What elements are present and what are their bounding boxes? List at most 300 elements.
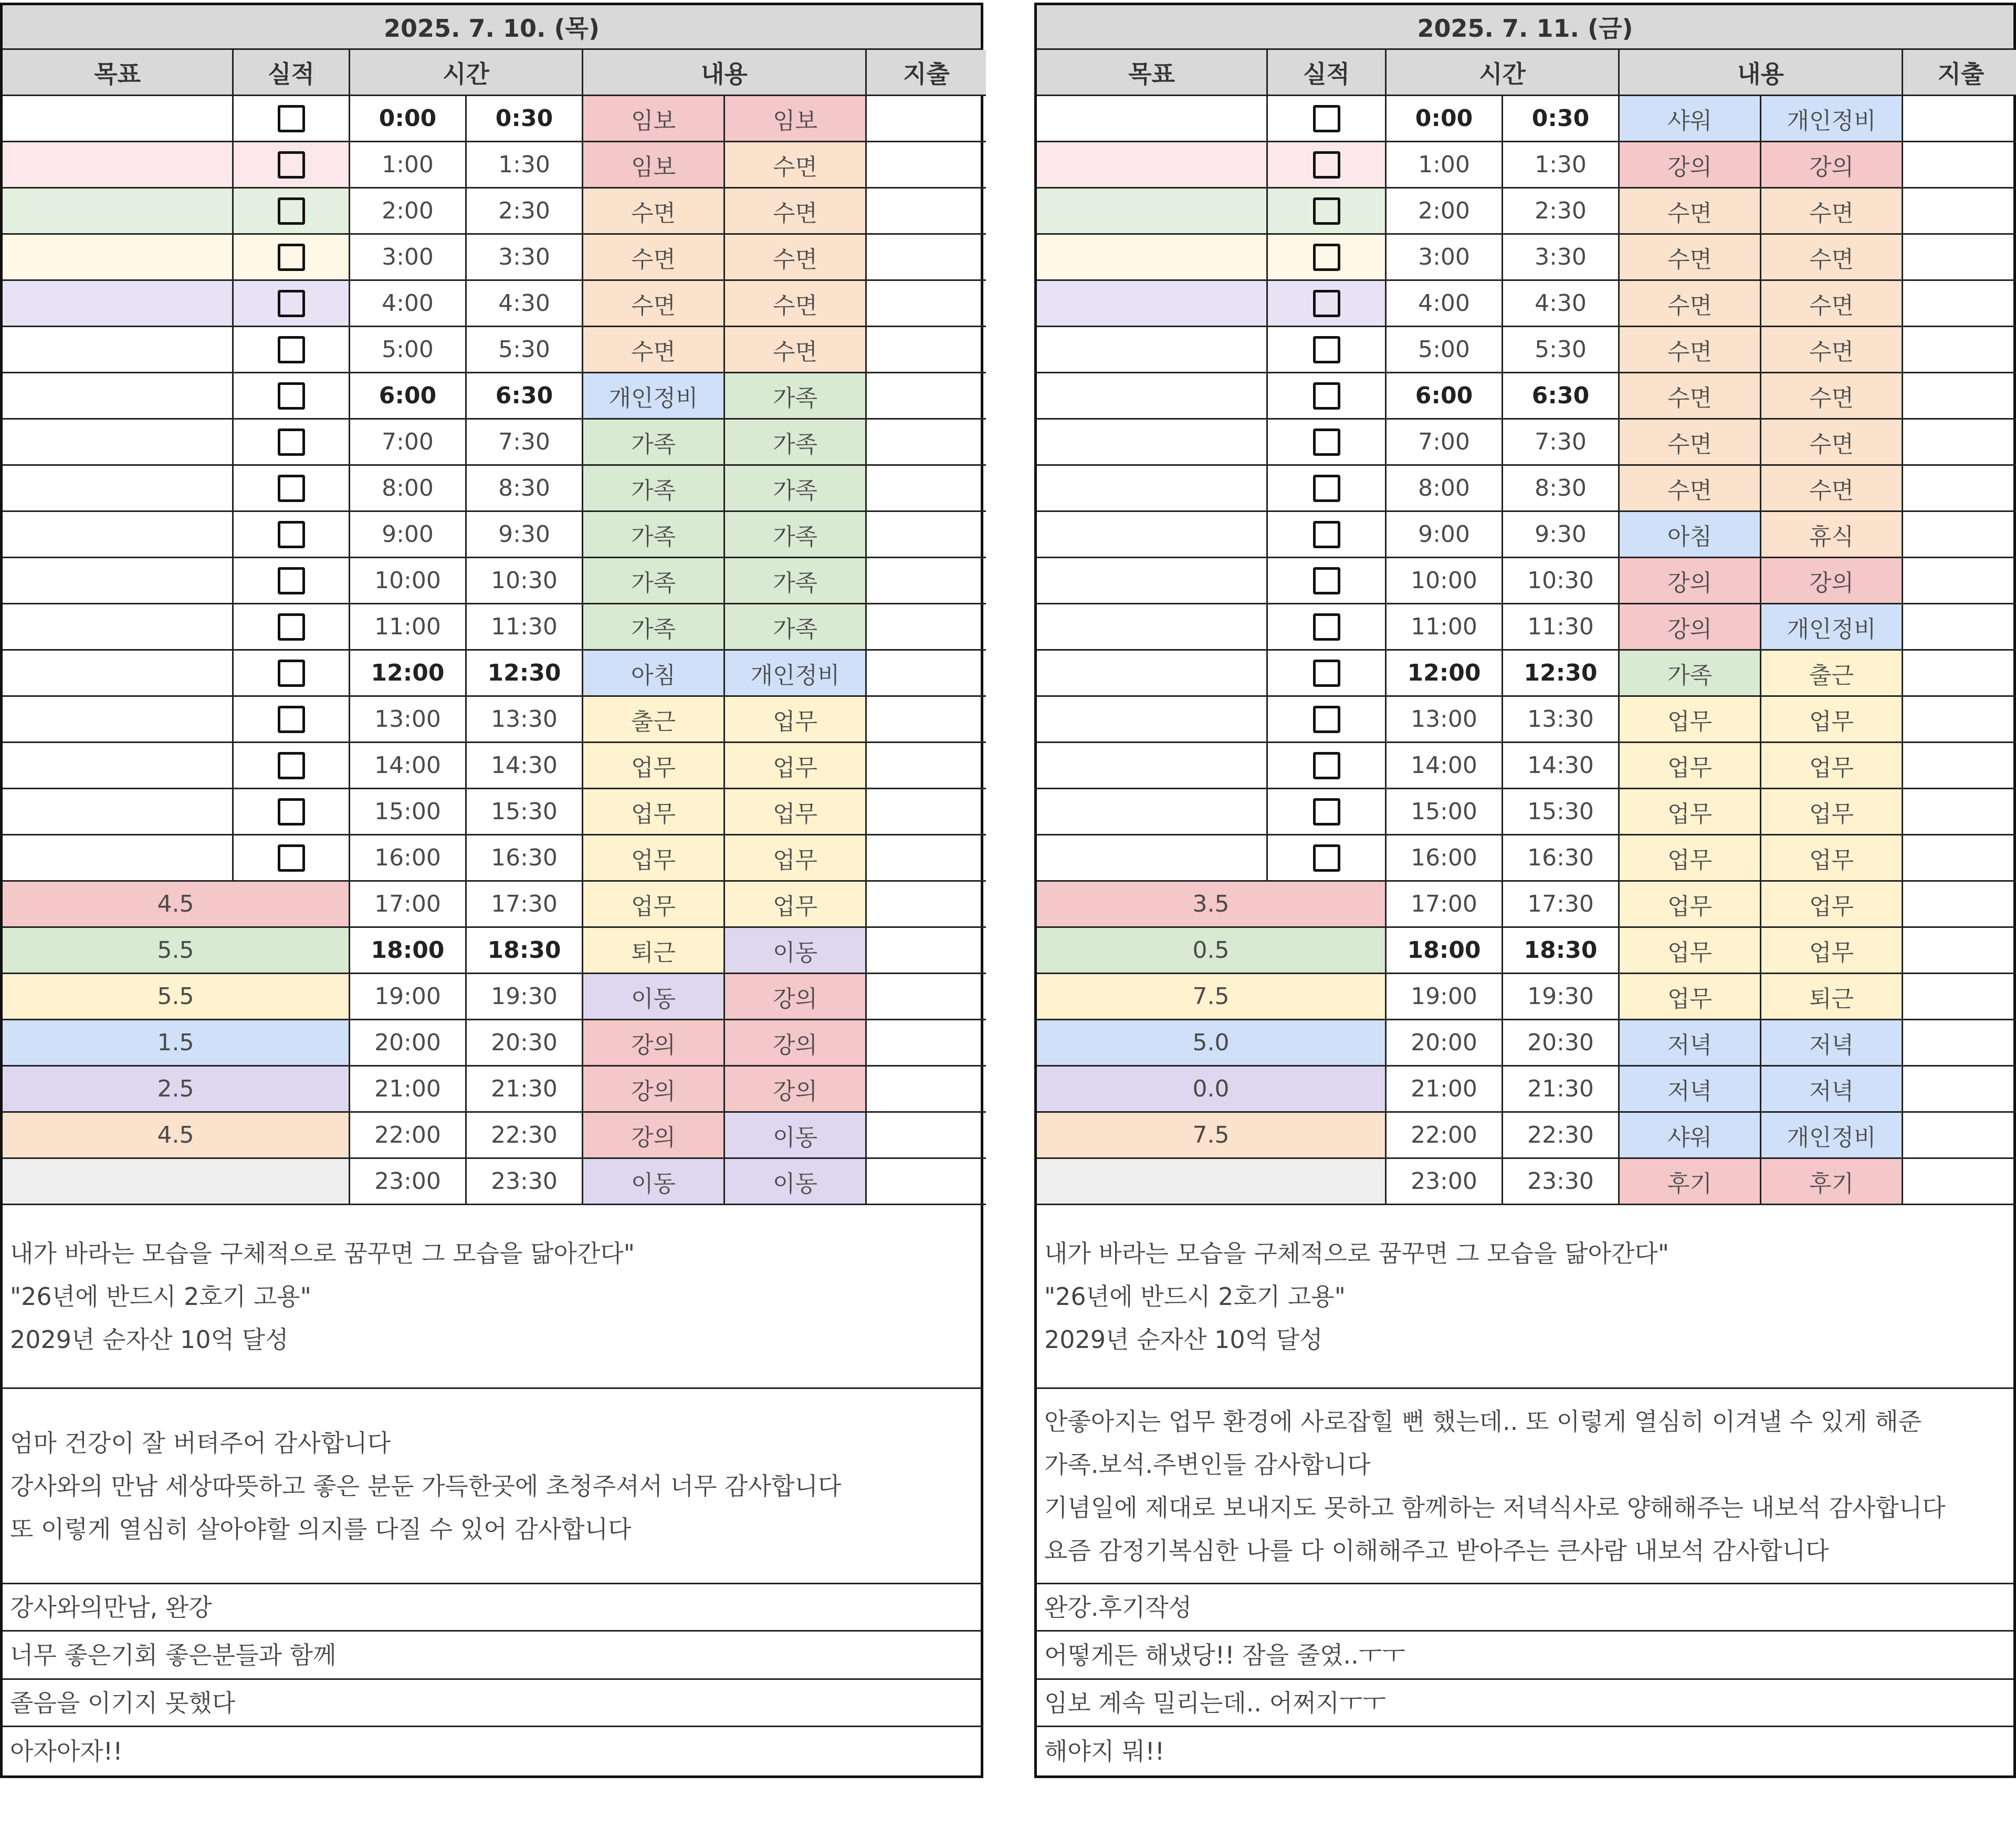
activity-first-half[interactable]: 아침 [1620, 512, 1761, 558]
spend-cell[interactable] [1903, 604, 2016, 651]
checkbox[interactable] [278, 197, 305, 225]
spend-cell[interactable] [867, 974, 986, 1020]
note-block[interactable] [1037, 1632, 2013, 1680]
checkbox[interactable] [278, 567, 305, 594]
spend-cell[interactable] [1903, 466, 2016, 512]
spend-cell[interactable] [1903, 789, 2016, 835]
activity-first-half[interactable]: 업무 [583, 835, 725, 882]
note-block[interactable] [1037, 1680, 2013, 1727]
spend-header: 지출 [867, 50, 986, 96]
activity-second-half[interactable]: 강의 [725, 1020, 867, 1067]
actual-cell [1268, 697, 1387, 743]
category-total [3, 1159, 350, 1205]
goal-cell[interactable] [3, 697, 234, 743]
spend-cell[interactable] [867, 1159, 986, 1205]
spend-cell[interactable] [1903, 189, 2016, 235]
activity-first-half[interactable]: 아침 [583, 651, 725, 697]
activity-first-half[interactable]: 수면 [1620, 327, 1761, 373]
activity-second-half[interactable]: 업무 [1761, 928, 1903, 974]
spend-cell[interactable] [1903, 1159, 2016, 1205]
spend-cell[interactable] [867, 466, 986, 512]
activity-first-half[interactable]: 업무 [583, 882, 725, 928]
checkbox[interactable] [278, 290, 305, 317]
goal-cell[interactable] [1037, 235, 1268, 281]
checkbox[interactable] [1313, 290, 1340, 317]
spend-cell[interactable] [1903, 327, 2016, 373]
activity-first-half[interactable]: 강의 [583, 1113, 725, 1159]
activity-first-half[interactable]: 저녁 [1620, 1020, 1761, 1067]
activity-first-half[interactable]: 수면 [583, 281, 725, 327]
spend-cell[interactable] [867, 604, 986, 651]
note-line: 또 이렇게 열심히 살아야할 의지를 다질 수 있어 감사합니다 [10, 1514, 632, 1543]
checkbox[interactable] [278, 336, 305, 363]
time-start: 12:00 [350, 651, 467, 697]
checkbox[interactable] [278, 244, 305, 271]
checkbox[interactable] [1313, 798, 1340, 826]
goal-cell[interactable] [1037, 835, 1268, 882]
spend-cell[interactable] [1903, 558, 2016, 604]
activity-first-half[interactable]: 수면 [1620, 466, 1761, 512]
spend-cell[interactable] [867, 373, 986, 420]
time-start: 9:00 [1387, 512, 1503, 558]
spend-cell[interactable] [867, 882, 986, 928]
actual-cell [234, 789, 350, 835]
spend-cell[interactable] [867, 697, 986, 743]
activity-first-half[interactable]: 가족 [583, 604, 725, 651]
checkbox[interactable] [278, 706, 305, 733]
spend-cell[interactable] [867, 651, 986, 697]
spend-cell[interactable] [867, 512, 986, 558]
category-total: 7.5 [1037, 974, 1387, 1020]
actual-cell [1268, 142, 1387, 189]
category-total: 1.5 [3, 1020, 350, 1067]
activity-second-half[interactable]: 업무 [1761, 697, 1903, 743]
activity-second-half[interactable]: 개인정비 [1761, 96, 1903, 142]
activity-first-half[interactable]: 수면 [1620, 420, 1761, 466]
goal-cell[interactable] [3, 281, 234, 327]
spend-cell[interactable] [1903, 1067, 2016, 1113]
time-half: 6:30 [467, 373, 583, 420]
activity-first-half[interactable]: 가족 [583, 512, 725, 558]
activity-first-half[interactable]: 수면 [583, 189, 725, 235]
checkbox[interactable] [1313, 429, 1340, 456]
time-start: 19:00 [1387, 974, 1503, 1020]
spend-cell[interactable] [1903, 1113, 2016, 1159]
goal-cell[interactable] [1037, 281, 1268, 327]
activity-first-half[interactable]: 가족 [583, 420, 725, 466]
activity-second-half[interactable]: 수면 [725, 281, 867, 327]
time-half: 5:30 [467, 327, 583, 373]
checkbox[interactable] [278, 382, 305, 410]
goal-cell[interactable] [1037, 743, 1268, 789]
spend-cell[interactable] [867, 789, 986, 835]
time-half: 20:30 [467, 1020, 583, 1067]
spend-cell[interactable] [1903, 235, 2016, 281]
activity-first-half[interactable]: 업무 [1620, 974, 1761, 1020]
activity-first-half[interactable]: 가족 [1620, 651, 1761, 697]
activity-first-half[interactable]: 강의 [583, 1020, 725, 1067]
spend-cell[interactable] [1903, 1020, 2016, 1067]
goal-cell[interactable] [3, 789, 234, 835]
activity-first-half[interactable]: 저녁 [1620, 1067, 1761, 1113]
goal-cell[interactable] [3, 604, 234, 651]
time-half: 0:30 [467, 96, 583, 142]
time-start: 23:00 [350, 1159, 467, 1205]
note-line: 졸음을 이기지 못했다 [10, 1688, 236, 1717]
goal-header: 목표 [3, 50, 234, 96]
spend-cell[interactable] [1903, 743, 2016, 789]
goal-cell[interactable] [1037, 373, 1268, 420]
time-half: 22:30 [467, 1113, 583, 1159]
checkbox[interactable] [278, 475, 305, 502]
goal-cell[interactable] [1037, 697, 1268, 743]
goal-cell[interactable] [3, 512, 234, 558]
activity-first-half[interactable]: 가족 [583, 558, 725, 604]
activity-second-half[interactable]: 수면 [1761, 235, 1903, 281]
time-half: 3:30 [1503, 235, 1620, 281]
spend-cell[interactable] [867, 235, 986, 281]
activity-second-half[interactable]: 업무 [1761, 882, 1903, 928]
time-start: 1:00 [350, 142, 467, 189]
actual-cell [234, 835, 350, 882]
activity-second-half[interactable]: 수면 [1761, 281, 1903, 327]
goal-cell[interactable] [1037, 651, 1268, 697]
time-header: 시간 [1387, 50, 1620, 96]
actual-header: 실적 [234, 50, 350, 96]
activity-second-half[interactable]: 저녁 [1761, 1067, 1903, 1113]
goal-cell[interactable] [1037, 558, 1268, 604]
goal-cell[interactable] [3, 558, 234, 604]
time-start: 13:00 [350, 697, 467, 743]
activity-second-half[interactable]: 업무 [725, 743, 867, 789]
note-block[interactable] [3, 1584, 981, 1632]
checkbox[interactable] [278, 752, 305, 779]
activity-second-half[interactable]: 이동 [725, 1159, 867, 1205]
activity-second-half[interactable]: 강의 [725, 974, 867, 1020]
checkbox[interactable] [278, 429, 305, 456]
activity-first-half[interactable]: 강의 [583, 1067, 725, 1113]
spend-cell[interactable] [867, 1020, 986, 1067]
checkbox[interactable] [1313, 613, 1340, 641]
activity-first-half[interactable]: 수면 [1620, 235, 1761, 281]
time-start: 3:00 [1387, 235, 1503, 281]
spend-cell[interactable] [1903, 974, 2016, 1020]
activity-first-half[interactable]: 수면 [1620, 189, 1761, 235]
time-half: 8:30 [1503, 466, 1620, 512]
activity-first-half[interactable]: 강의 [1620, 558, 1761, 604]
note-line: 안좋아지는 업무 환경에 사로잡힐 뻔 했는데.. 또 이렇게 열심히 이겨낼 수 있게 해준 [1044, 1407, 1922, 1436]
note-block[interactable] [1037, 1389, 2013, 1584]
time-start: 16:00 [1387, 835, 1503, 882]
activity-second-half[interactable]: 퇴근 [1761, 974, 1903, 1020]
time-start: 22:00 [1387, 1113, 1503, 1159]
spend-cell[interactable] [867, 420, 986, 466]
activity-second-half[interactable]: 수면 [1761, 466, 1903, 512]
spend-cell[interactable] [867, 281, 986, 327]
activity-second-half[interactable]: 개인정비 [1761, 1113, 1903, 1159]
activity-second-half[interactable]: 강의 [1761, 558, 1903, 604]
note-line: 해야지 뭐!! [1044, 1737, 1165, 1765]
spend-cell[interactable] [1903, 651, 2016, 697]
time-start: 5:00 [350, 327, 467, 373]
spend-cell[interactable] [1903, 420, 2016, 466]
time-start: 7:00 [1387, 420, 1503, 466]
note-block[interactable] [3, 1632, 981, 1680]
checkbox[interactable] [1313, 844, 1340, 872]
activity-first-half[interactable]: 출근 [583, 697, 725, 743]
activity-second-half[interactable]: 임보 [725, 96, 867, 142]
goal-cell[interactable] [3, 835, 234, 882]
actual-cell [234, 558, 350, 604]
activity-second-half[interactable]: 수면 [1761, 373, 1903, 420]
activity-second-half[interactable]: 수면 [725, 142, 867, 189]
activity-second-half[interactable]: 업무 [1761, 743, 1903, 789]
spend-cell[interactable] [867, 743, 986, 789]
time-start: 19:00 [350, 974, 467, 1020]
time-start: 17:00 [350, 882, 467, 928]
spend-cell[interactable] [867, 1113, 986, 1159]
actual-cell [1268, 558, 1387, 604]
spend-header: 지출 [1903, 50, 2016, 96]
spend-cell[interactable] [867, 142, 986, 189]
activity-second-half[interactable]: 수면 [1761, 420, 1903, 466]
activity-second-half[interactable]: 업무 [725, 882, 867, 928]
checkbox[interactable] [278, 844, 305, 872]
activity-first-half[interactable]: 샤워 [1620, 1113, 1761, 1159]
activity-first-half[interactable]: 업무 [583, 789, 725, 835]
activity-second-half[interactable]: 수면 [725, 189, 867, 235]
note-block[interactable] [3, 1680, 981, 1727]
checkbox[interactable] [1313, 752, 1340, 779]
activity-first-half[interactable]: 수면 [583, 327, 725, 373]
goal-cell[interactable] [3, 189, 234, 235]
note-block[interactable] [1037, 1205, 2013, 1389]
activity-first-half[interactable]: 개인정비 [583, 373, 725, 420]
day-sheet-left [0, 3, 983, 1778]
activity-first-half[interactable]: 수면 [1620, 281, 1761, 327]
note-block[interactable] [1037, 1584, 2013, 1632]
spend-cell[interactable] [1903, 928, 2016, 974]
goal-cell[interactable] [1037, 327, 1268, 373]
goal-cell[interactable] [1037, 789, 1268, 835]
activity-second-half[interactable]: 이동 [725, 1113, 867, 1159]
activity-first-half[interactable]: 임보 [583, 142, 725, 189]
schedule-grid [1037, 50, 2013, 1205]
time-half: 5:30 [1503, 327, 1620, 373]
activity-first-half[interactable]: 업무 [583, 743, 725, 789]
note-line: 내가 바라는 모습을 구체적으로 꿈꾸면 그 모습을 닮아간다" [1044, 1239, 1669, 1268]
activity-second-half[interactable]: 업무 [725, 835, 867, 882]
activity-first-half[interactable]: 강의 [1620, 604, 1761, 651]
note-block[interactable] [1037, 1727, 2013, 1775]
spend-cell[interactable] [867, 928, 986, 974]
actual-cell [1268, 189, 1387, 235]
time-half: 6:30 [1503, 373, 1620, 420]
activity-second-half[interactable]: 강의 [725, 1067, 867, 1113]
activity-first-half[interactable]: 강의 [1620, 142, 1761, 189]
goal-cell[interactable] [3, 96, 234, 142]
activity-second-half[interactable]: 수면 [1761, 327, 1903, 373]
activity-first-half[interactable]: 이동 [583, 974, 725, 1020]
spend-cell[interactable] [1903, 882, 2016, 928]
spend-cell[interactable] [867, 558, 986, 604]
spend-cell[interactable] [1903, 281, 2016, 327]
activity-first-half[interactable]: 업무 [1620, 789, 1761, 835]
time-half: 4:30 [467, 281, 583, 327]
spend-cell[interactable] [1903, 697, 2016, 743]
spend-cell[interactable] [1903, 512, 2016, 558]
time-half: 3:30 [467, 235, 583, 281]
activity-second-half[interactable]: 가족 [725, 420, 867, 466]
time-half: 20:30 [1503, 1020, 1620, 1067]
goal-cell[interactable] [3, 373, 234, 420]
activity-second-half[interactable]: 후기 [1761, 1159, 1903, 1205]
activity-second-half[interactable]: 휴식 [1761, 512, 1903, 558]
checkbox[interactable] [278, 613, 305, 641]
activity-second-half[interactable]: 가족 [725, 373, 867, 420]
goal-cell[interactable] [3, 651, 234, 697]
activity-second-half[interactable]: 가족 [725, 558, 867, 604]
time-start: 8:00 [1387, 466, 1503, 512]
activity-first-half[interactable]: 업무 [1620, 835, 1761, 882]
activity-first-half[interactable]: 이동 [583, 1159, 725, 1205]
actual-cell [1268, 651, 1387, 697]
checkbox[interactable] [1313, 567, 1340, 594]
activity-second-half[interactable]: 수면 [1761, 189, 1903, 235]
spend-cell[interactable] [867, 189, 986, 235]
activity-second-half[interactable]: 개인정비 [1761, 604, 1903, 651]
time-half: 9:30 [467, 512, 583, 558]
checkbox[interactable] [1313, 660, 1340, 687]
checkbox[interactable] [1313, 151, 1340, 179]
activity-second-half[interactable]: 업무 [1761, 789, 1903, 835]
note-block[interactable] [3, 1389, 981, 1584]
time-start: 20:00 [1387, 1020, 1503, 1067]
activity-first-half[interactable]: 샤워 [1620, 96, 1761, 142]
spend-cell[interactable] [1903, 373, 2016, 420]
checkbox[interactable] [1313, 336, 1340, 363]
activity-first-half[interactable]: 업무 [1620, 928, 1761, 974]
time-half: 19:30 [467, 974, 583, 1020]
activity-second-half[interactable]: 가족 [725, 466, 867, 512]
category-total: 0.0 [1037, 1067, 1387, 1113]
spend-cell[interactable] [1903, 835, 2016, 882]
checkbox[interactable] [1313, 475, 1340, 502]
goal-cell[interactable] [1037, 142, 1268, 189]
activity-second-half[interactable]: 출근 [1761, 651, 1903, 697]
actual-cell [1268, 466, 1387, 512]
activity-second-half[interactable]: 이동 [725, 928, 867, 974]
activity-first-half[interactable]: 후기 [1620, 1159, 1761, 1205]
time-start: 11:00 [350, 604, 467, 651]
activity-second-half[interactable]: 업무 [725, 789, 867, 835]
activity-second-half[interactable]: 가족 [725, 512, 867, 558]
time-start: 16:00 [350, 835, 467, 882]
checkbox[interactable] [1313, 382, 1340, 410]
time-start: 0:00 [350, 96, 467, 142]
goal-cell[interactable] [3, 466, 234, 512]
time-start: 14:00 [350, 743, 467, 789]
time-half: 16:30 [1503, 835, 1620, 882]
activity-first-half[interactable]: 임보 [583, 96, 725, 142]
activity-second-half[interactable]: 수면 [725, 327, 867, 373]
goal-cell[interactable] [3, 235, 234, 281]
note-block[interactable] [3, 1205, 981, 1389]
activity-first-half[interactable]: 퇴근 [583, 928, 725, 974]
time-start: 20:00 [350, 1020, 467, 1067]
activity-second-half[interactable]: 개인정비 [725, 651, 867, 697]
time-start: 23:00 [1387, 1159, 1503, 1205]
checkbox[interactable] [1313, 244, 1340, 271]
activity-first-half[interactable]: 업무 [1620, 882, 1761, 928]
checkbox[interactable] [1313, 197, 1340, 225]
spend-cell[interactable] [867, 835, 986, 882]
time-half: 1:30 [1503, 142, 1620, 189]
activity-second-half[interactable]: 강의 [1761, 142, 1903, 189]
checkbox[interactable] [1313, 521, 1340, 548]
time-header: 시간 [350, 50, 583, 96]
spend-cell[interactable] [1903, 96, 2016, 142]
activity-second-half[interactable]: 업무 [1761, 835, 1903, 882]
goal-cell[interactable] [3, 327, 234, 373]
activity-first-half[interactable]: 가족 [583, 466, 725, 512]
checkbox[interactable] [278, 105, 305, 132]
goal-cell[interactable] [1037, 420, 1268, 466]
checkbox[interactable] [278, 660, 305, 687]
spend-cell[interactable] [867, 327, 986, 373]
activity-second-half[interactable]: 업무 [725, 697, 867, 743]
activity-first-half[interactable]: 업무 [1620, 697, 1761, 743]
goal-cell[interactable] [3, 142, 234, 189]
notes-section [3, 1205, 981, 1775]
goal-cell[interactable] [1037, 512, 1268, 558]
note-block[interactable] [3, 1727, 981, 1775]
note-line: 2029년 순자산 10억 달성 [10, 1325, 289, 1354]
goal-cell[interactable] [3, 743, 234, 789]
actual-cell [234, 697, 350, 743]
time-start: 8:00 [350, 466, 467, 512]
category-total: 5.0 [1037, 1020, 1387, 1067]
activity-first-half[interactable]: 수면 [583, 235, 725, 281]
actual-cell [1268, 789, 1387, 835]
checkbox[interactable] [278, 521, 305, 548]
note-line: 기념일에 제대로 보내지도 못하고 함께하는 저녁식사로 양해해주는 내보석 감사합니다 [1044, 1493, 1946, 1522]
goal-cell[interactable] [1037, 466, 1268, 512]
activity-second-half[interactable]: 가족 [725, 604, 867, 651]
notes-section [1037, 1205, 2013, 1775]
time-half: 15:30 [1503, 789, 1620, 835]
checkbox[interactable] [1313, 105, 1340, 132]
activity-second-half[interactable]: 저녁 [1761, 1020, 1903, 1067]
spend-cell[interactable] [1903, 142, 2016, 189]
goal-cell[interactable] [1037, 189, 1268, 235]
category-total [1037, 1159, 1387, 1205]
checkbox[interactable] [1313, 706, 1340, 733]
time-half: 7:30 [467, 420, 583, 466]
spend-cell[interactable] [867, 96, 986, 142]
goal-cell[interactable] [1037, 96, 1268, 142]
checkbox[interactable] [278, 151, 305, 179]
actual-cell [1268, 420, 1387, 466]
activity-second-half[interactable]: 수면 [725, 235, 867, 281]
spend-cell[interactable] [867, 1067, 986, 1113]
activity-first-half[interactable]: 업무 [1620, 743, 1761, 789]
activity-first-half[interactable]: 수면 [1620, 373, 1761, 420]
goal-cell[interactable] [3, 420, 234, 466]
goal-cell[interactable] [1037, 604, 1268, 651]
checkbox[interactable] [278, 798, 305, 826]
actual-cell [1268, 373, 1387, 420]
